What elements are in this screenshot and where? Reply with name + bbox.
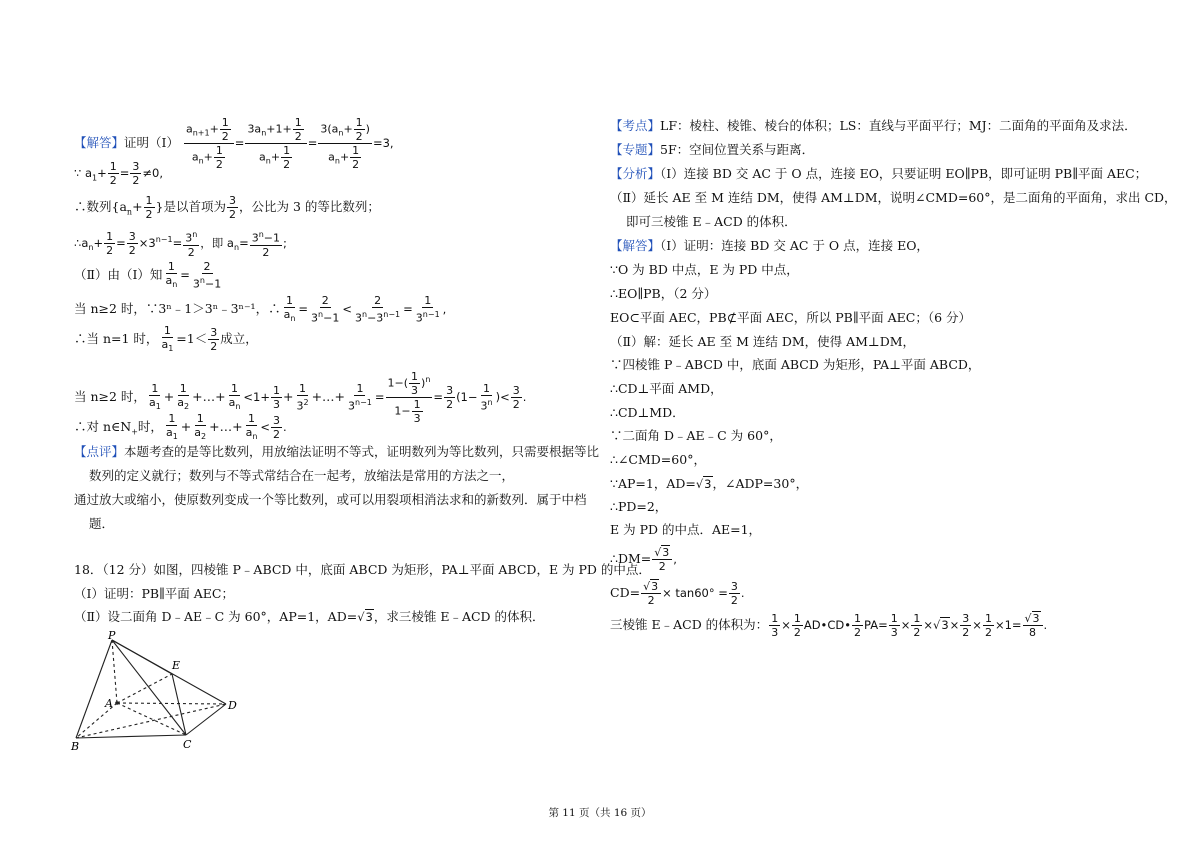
answer-line-1: 【解答】证明（Ⅰ） $a_{n+1}+$ $\frac{1}{2}$ $a_n+$ $\frac{1}{2}$ = $3a_n+1+$ $\frac{1}{2}$ $a_n+$ $\frac{1}{2}$ = $3(a_n+$ $\frac{1}{2}$ ) $a_n+$ $\frac{1}{2}$ =3, [74, 116, 394, 171]
solution-line-10: ∴∠CMD=60°， [610, 452, 706, 467]
vertex-label-p: P [108, 629, 116, 642]
answer-line-8: 当 n≥2 时， $\frac{1}{a_1}$ + $\frac{1}{a_2}$ +…+ $\frac{1}{a_n}$ <1+ $\frac{1}{3}$ + $\frac{1}{3^2}$ +…+ $\frac{1}{3^{n-1}}$ = 1−( $\frac{1}{3}$ )$^n$ 1− $\frac{1}{3}$ = $\frac{3}{2}$ (1− $\frac{1}{3^n}$ )< $\frac{3}{2}$ . [74, 370, 527, 425]
knowledge-point: 【考点】LF：棱柱、棱锥、棱台的体积；LS：直线与平面平行；MJ：二面角的平面角及求法． [610, 118, 1137, 133]
answer-line-9: ∴对 $n\in N_+$时， $\frac{1}{a_1}$ + $\frac{1}{a_2}$ +…+ $\frac{1}{a_n}$ < $\frac{3}{2}$ . [74, 412, 287, 442]
solution-line-3: ∴EO∥PB，（2 分） [610, 286, 717, 301]
vertex-label-a: A [105, 697, 113, 710]
question-18-part-2: （Ⅱ）设二面角 D﹣AE﹣C 为 60°，AP=1，AD=√3，求三棱锥 E﹣ACD 的体积． [74, 609, 545, 624]
topic: 【专题】5F：空间位置关系与距离． [610, 142, 815, 157]
comment-line-2: 数列的定义就行；数列与不等式常结合在一起考，放缩法是常用的方法之一， [89, 468, 515, 483]
analysis-line-2: （Ⅱ）延长 AE 至 M 连结 DM，使得 AM⊥DM，说明∠CMD=60°，是二面角的平面角，求出 CD， [610, 190, 1177, 205]
solution-line-4: EO⊂平面 AEC，PB⊄平面 AEC，所以 PB∥平面 AEC；（6 分） [610, 310, 972, 325]
answer-tag: 【解答】 [74, 135, 125, 150]
vertex-label-e: E [172, 659, 181, 672]
vertex-label-b: B [71, 740, 80, 753]
answer-line-6: 当 n≥2 时，∵3ⁿ﹣1＞3ⁿ﹣3ⁿ⁻¹，∴ $\frac{1}{a_n}$ = $\frac{2}{3^n-1}$ < $\frac{2}{3^n-3^{n-1}}$ = $\frac{1}{3^{n-1}}$ , [74, 294, 447, 325]
analysis-line-1: 【分析】（Ⅰ）连接 BD 交 AC 于 O 点，连接 EO，只要证明 EO∥PB，即可证明 PB∥平面 AEC； [610, 166, 1148, 181]
vertex-label-d: D [228, 699, 237, 712]
comment-line-4: 题． [89, 516, 115, 531]
answer-line-7: ∴当 n=1 时， $\frac{1}{a_1}$ =1＜ $\frac{3}{2}$ 成立， [74, 324, 258, 354]
solution-line-5: （Ⅱ）解：延长 AE 至 M 连结 DM，使得 AM⊥DM， [610, 334, 916, 349]
solution-line-13: E 为 PD 的中点．AE=1， [610, 522, 762, 537]
solution-line-12: ∴PD=2， [610, 499, 668, 514]
comment-line-3: 通过放大或缩小，使原数列变成一个等比数列，或可以用裂项相消法求和的新数列．属于中档 [74, 492, 587, 507]
answer-line-3: ∴数列{$a_n+$ $\frac{1}{2}$ }是以首项为 $\frac{3}{2}$ ，公比为 3 的等比数列； [74, 194, 380, 221]
solution-line-9: ∵二面角 D﹣AE﹣C 为 60°， [610, 428, 782, 443]
answer-line-4: $\therefore a_n+$ $\frac{1}{2}$ = $\frac{3}{2}$ $\times 3^{n-1}=$ $\frac{3^n}{2}$ ，即 $a_n=$ $\frac{3^n-1}{2}$ ; [74, 229, 287, 259]
page-footer: 第 11 页（共 16 页） [548, 807, 652, 819]
pyramid-figure [62, 628, 252, 753]
solution-line-15: CD= $\frac{√3}{2}$ × tan60° = $\frac{3}{2}$ . [610, 580, 745, 607]
question-18-part-1: （Ⅰ）证明：PB∥平面 AEC； [74, 586, 234, 601]
solution-line-16: 三棱锥 E﹣ACD 的体积为： $\frac{1}{3}$ × $\frac{1}{2}$ AD•CD• $\frac{1}{2}$ PA= $\frac{1}{3}$ × $\frac{1}{2}$ ×√3× $\frac{3}{2}$ × $\frac{1}{2}$ ×1= $\frac{√3}{8}$ . [610, 612, 1048, 639]
answer-line-5: （Ⅱ）由（Ⅰ）知 $\frac{1}{a_n}$ = $\frac{2}{3^n-1}$ [74, 260, 222, 291]
question-18: 18．（12 分）如图，四棱锥 P﹣ABCD 中，底面 ABCD 为矩形，PA⊥平面 ABCD，E 为 PD 的中点． [74, 562, 651, 577]
vertex-label-c: C [183, 738, 192, 751]
solution-line-14: ∴DM= $\frac{√3}{2}$ , [610, 546, 677, 573]
comment-tag: 【点评】 [74, 444, 125, 459]
solution-line-7: ∴CD⊥平面 AMD， [610, 381, 723, 396]
solution-line-2: ∵O 为 BD 中点，E 为 PD 中点， [610, 262, 799, 277]
solution-line-6: ∵四棱锥 P﹣ABCD 中，底面 ABCD 为矩形，PA⊥平面 ABCD， [610, 357, 981, 372]
comment-line-1: 【点评】本题考查的是等比数列，用放缩法证明不等式，证明数列为等比数列，只需要根据等比 [74, 444, 600, 459]
solution-line-8: ∴CD⊥MD． [610, 405, 685, 420]
solution-line-11: ∵AP=1，AD=√3，∠ADP=30°， [610, 476, 809, 491]
solution-line-1: 【解答】（Ⅰ）证明：连接 BD 交 AC 于 O 点，连接 EO， [610, 238, 929, 253]
answer-line-2: ∵ $a_1+$ $\frac{1}{2}$ = $\frac{3}{2}$ ≠0, [74, 160, 164, 187]
analysis-line-3: 即可三棱锥 E﹣ACD 的体积． [626, 214, 797, 229]
